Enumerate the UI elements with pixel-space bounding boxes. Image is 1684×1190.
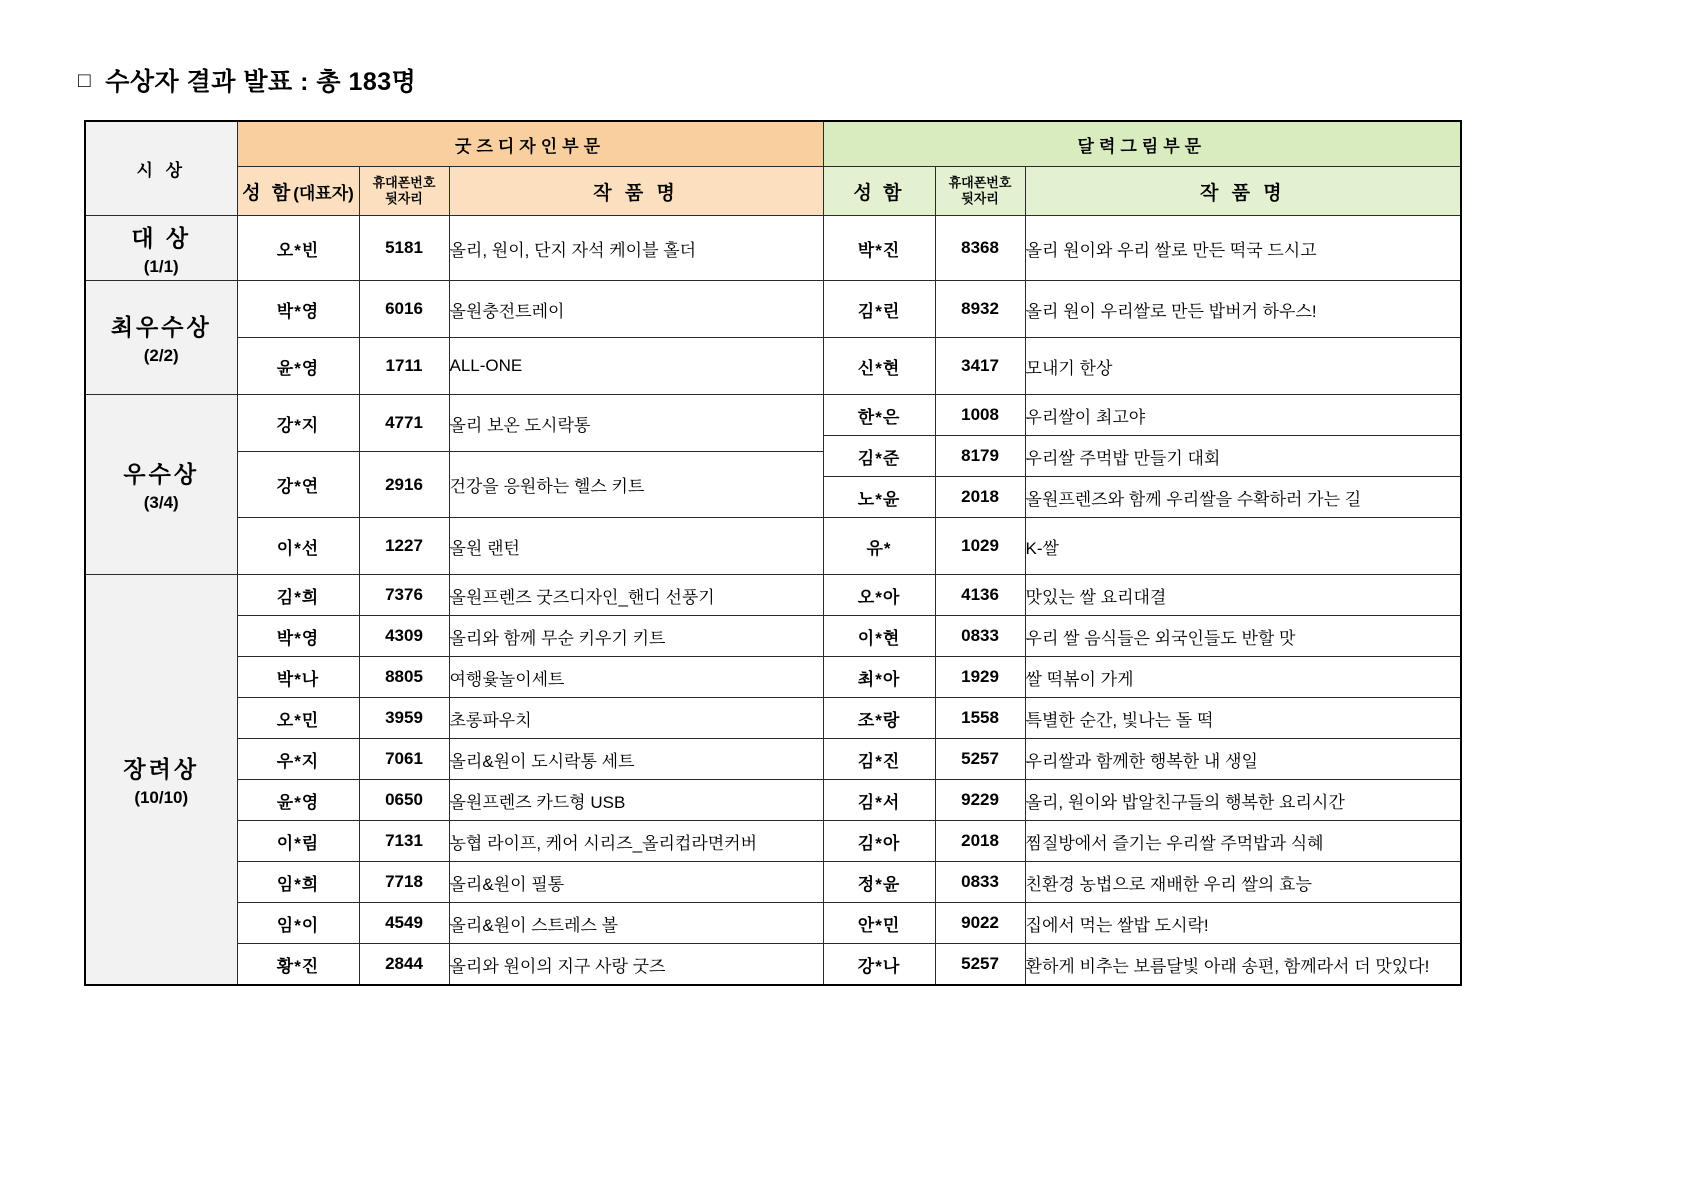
name-cell: 이*현 bbox=[823, 616, 935, 657]
phone-cell: 3959 bbox=[359, 698, 449, 739]
phone-cell: 7061 bbox=[359, 739, 449, 780]
title-cell: 올리와 원이의 지구 사랑 굿즈 bbox=[449, 944, 823, 986]
title-cell: 올리, 원이, 단지 자석 케이블 홀더 bbox=[449, 216, 823, 281]
header-title-calendar: 작 품 명 bbox=[1025, 167, 1461, 216]
title-cell: 우리쌀과 함께한 행복한 내 생일 bbox=[1025, 739, 1461, 780]
phone-cell: 8368 bbox=[935, 216, 1025, 281]
name-cell: 이*림 bbox=[237, 821, 359, 862]
header-name-goods-label: 성 함 bbox=[242, 182, 294, 204]
award-cell-3: 장려상 (10/10) bbox=[85, 575, 237, 986]
title-cell: 찜질방에서 즐기는 우리쌀 주먹밥과 식혜 bbox=[1025, 821, 1461, 862]
phone-cell: 2018 bbox=[935, 821, 1025, 862]
name-cell: 오*아 bbox=[823, 575, 935, 616]
title-cell: 올리와 함께 무순 키우기 키트 bbox=[449, 616, 823, 657]
title-cell: 우리쌀 주먹밥 만들기 대회 bbox=[1025, 436, 1461, 477]
name-cell: 박*영 bbox=[237, 281, 359, 338]
title-cell: 우리쌀이 최고야 bbox=[1025, 395, 1461, 436]
table-row bbox=[85, 575, 1461, 616]
phone-cell: 4309 bbox=[359, 616, 449, 657]
header-name-calendar: 성 함 bbox=[823, 167, 935, 216]
phone-cell: 1029 bbox=[935, 518, 1025, 575]
name-cell: 김*준 bbox=[823, 436, 935, 477]
square-bullet-icon: □ bbox=[78, 68, 92, 92]
name-cell: 강*지 bbox=[237, 395, 359, 452]
name-cell: 박*나 bbox=[237, 657, 359, 698]
phone-cell: 1558 bbox=[935, 698, 1025, 739]
header-name-goods-paren: (대표자) bbox=[293, 183, 354, 203]
name-cell: 이*선 bbox=[237, 518, 359, 575]
name-cell: 오*빈 bbox=[237, 216, 359, 281]
phone-cell: 5257 bbox=[935, 944, 1025, 986]
title-cell: 올리 원이 우리쌀로 만든 밥버거 하우스! bbox=[1025, 281, 1461, 338]
title-cell: 쌀 떡볶이 가게 bbox=[1025, 657, 1461, 698]
title-cell: 초롱파우치 bbox=[449, 698, 823, 739]
header-title-goods: 작 품 명 bbox=[449, 167, 823, 216]
name-cell: 강*연 bbox=[237, 452, 359, 518]
table-row bbox=[85, 903, 1461, 944]
award-cell-1: 최우수상 (2/2) bbox=[85, 281, 237, 395]
title-cell: 집에서 먹는 쌀밥 도시락! bbox=[1025, 903, 1461, 944]
header-phone-calendar bbox=[935, 167, 1025, 216]
table-header bbox=[85, 121, 1461, 216]
phone-cell: 8179 bbox=[935, 436, 1025, 477]
title-cell: 올리, 원이와 밥알친구들의 행복한 요리시간 bbox=[1025, 780, 1461, 821]
phone-cell: 8932 bbox=[935, 281, 1025, 338]
name-cell: 박*영 bbox=[237, 616, 359, 657]
phone-cell: 2018 bbox=[935, 477, 1025, 518]
phone-cell: 1227 bbox=[359, 518, 449, 575]
name-cell: 유* bbox=[823, 518, 935, 575]
table-row bbox=[85, 862, 1461, 903]
phone-cell: 7131 bbox=[359, 821, 449, 862]
award-cell-0: 대 상 (1/1) bbox=[85, 216, 237, 281]
title-cell: 올원프렌즈 카드형 USB bbox=[449, 780, 823, 821]
phone-cell: 4136 bbox=[935, 575, 1025, 616]
table-row bbox=[85, 657, 1461, 698]
phone-cell: 6016 bbox=[359, 281, 449, 338]
page-title-text: 수상자 결과 발표 : 총 183명 bbox=[105, 68, 417, 96]
name-cell: 김*아 bbox=[823, 821, 935, 862]
phone-cell: 0833 bbox=[935, 616, 1025, 657]
name-cell: 노*윤 bbox=[823, 477, 935, 518]
table-row bbox=[85, 616, 1461, 657]
header-name-goods bbox=[237, 167, 359, 216]
title-cell: 올리&원이 도시락통 세트 bbox=[449, 739, 823, 780]
header-phone-calendar-line1: 휴대폰번호 bbox=[948, 174, 1012, 190]
name-cell: 오*민 bbox=[237, 698, 359, 739]
title-cell: 친환경 농법으로 재배한 우리 쌀의 효능 bbox=[1025, 862, 1461, 903]
title-cell: 여행윷놀이세트 bbox=[449, 657, 823, 698]
name-cell: 윤*영 bbox=[237, 780, 359, 821]
name-cell: 안*민 bbox=[823, 903, 935, 944]
name-cell: 윤*영 bbox=[237, 338, 359, 395]
name-cell: 김*진 bbox=[823, 739, 935, 780]
phone-cell: 4771 bbox=[359, 395, 449, 452]
table-row bbox=[85, 821, 1461, 862]
name-cell: 임*희 bbox=[237, 862, 359, 903]
title-cell: K-쌀 bbox=[1025, 518, 1461, 575]
name-cell: 정*윤 bbox=[823, 862, 935, 903]
name-cell: 김*서 bbox=[823, 780, 935, 821]
title-cell: 올리 보온 도시락통 bbox=[449, 395, 823, 452]
title-cell: 올원프렌즈와 함께 우리쌀을 수확하러 가는 길 bbox=[1025, 477, 1461, 518]
name-cell: 황*진 bbox=[237, 944, 359, 986]
name-cell: 김*린 bbox=[823, 281, 935, 338]
phone-cell: 1711 bbox=[359, 338, 449, 395]
title-cell: ALL-ONE bbox=[449, 338, 823, 395]
header-phone-goods bbox=[359, 167, 449, 216]
title-cell: 올원프렌즈 굿즈디자인_핸디 선풍기 bbox=[449, 575, 823, 616]
title-cell: 모내기 한상 bbox=[1025, 338, 1461, 395]
table-row bbox=[85, 780, 1461, 821]
name-cell: 김*희 bbox=[237, 575, 359, 616]
phone-cell: 4549 bbox=[359, 903, 449, 944]
phone-cell: 3417 bbox=[935, 338, 1025, 395]
table-row bbox=[85, 281, 1461, 338]
table-row bbox=[85, 698, 1461, 739]
phone-cell: 7376 bbox=[359, 575, 449, 616]
header-phone-goods-line2: 뒷자리 bbox=[385, 191, 423, 206]
name-cell: 한*은 bbox=[823, 395, 935, 436]
phone-cell: 7718 bbox=[359, 862, 449, 903]
phone-cell: 5181 bbox=[359, 216, 449, 281]
table-row bbox=[85, 338, 1461, 395]
title-cell: 환하게 비추는 보름달빛 아래 송편, 함께라서 더 맛있다! bbox=[1025, 944, 1461, 986]
phone-cell: 2916 bbox=[359, 452, 449, 518]
name-cell: 신*현 bbox=[823, 338, 935, 395]
table-body bbox=[85, 216, 1461, 986]
phone-cell: 2844 bbox=[359, 944, 449, 986]
name-cell: 조*랑 bbox=[823, 698, 935, 739]
name-cell: 최*아 bbox=[823, 657, 935, 698]
title-cell: 올리&원이 필통 bbox=[449, 862, 823, 903]
phone-cell: 1008 bbox=[935, 395, 1025, 436]
title-cell: 올리 원이와 우리 쌀로 만든 떡국 드시고 bbox=[1025, 216, 1461, 281]
title-cell: 맛있는 쌀 요리대결 bbox=[1025, 575, 1461, 616]
title-cell: 건강을 응원하는 헬스 키트 bbox=[449, 452, 823, 518]
header-phone-calendar-line2: 뒷자리 bbox=[961, 191, 999, 206]
phone-cell: 0650 bbox=[359, 780, 449, 821]
title-cell: 올리&원이 스트레스 볼 bbox=[449, 903, 823, 944]
award-results-table bbox=[84, 120, 1462, 986]
title-cell: 올원 랜턴 bbox=[449, 518, 823, 575]
title-cell: 농협 라이프, 케어 시리즈_올리컵라면커버 bbox=[449, 821, 823, 862]
phone-cell: 8805 bbox=[359, 657, 449, 698]
header-award-column: 시 상 bbox=[85, 121, 237, 216]
table-row bbox=[85, 944, 1461, 986]
phone-cell: 1929 bbox=[935, 657, 1025, 698]
header-category-goods: 굿즈디자인부문 bbox=[237, 121, 823, 167]
header-category-calendar: 달력그림부문 bbox=[823, 121, 1461, 167]
title-cell: 우리 쌀 음식들은 외국인들도 반할 맛 bbox=[1025, 616, 1461, 657]
phone-cell: 9022 bbox=[935, 903, 1025, 944]
name-cell: 우*지 bbox=[237, 739, 359, 780]
name-cell: 강*나 bbox=[823, 944, 935, 986]
table-row bbox=[85, 739, 1461, 780]
award-cell-2: 우수상 (3/4) bbox=[85, 395, 237, 575]
phone-cell: 9229 bbox=[935, 780, 1025, 821]
phone-cell: 0833 bbox=[935, 862, 1025, 903]
page-title bbox=[78, 62, 1684, 98]
header-phone-goods-line1: 휴대폰번호 bbox=[372, 174, 436, 190]
table-row bbox=[85, 216, 1461, 281]
name-cell: 임*이 bbox=[237, 903, 359, 944]
title-cell: 올원충전트레이 bbox=[449, 281, 823, 338]
title-cell: 특별한 순간, 빛나는 돌 떡 bbox=[1025, 698, 1461, 739]
name-cell: 박*진 bbox=[823, 216, 935, 281]
phone-cell: 5257 bbox=[935, 739, 1025, 780]
